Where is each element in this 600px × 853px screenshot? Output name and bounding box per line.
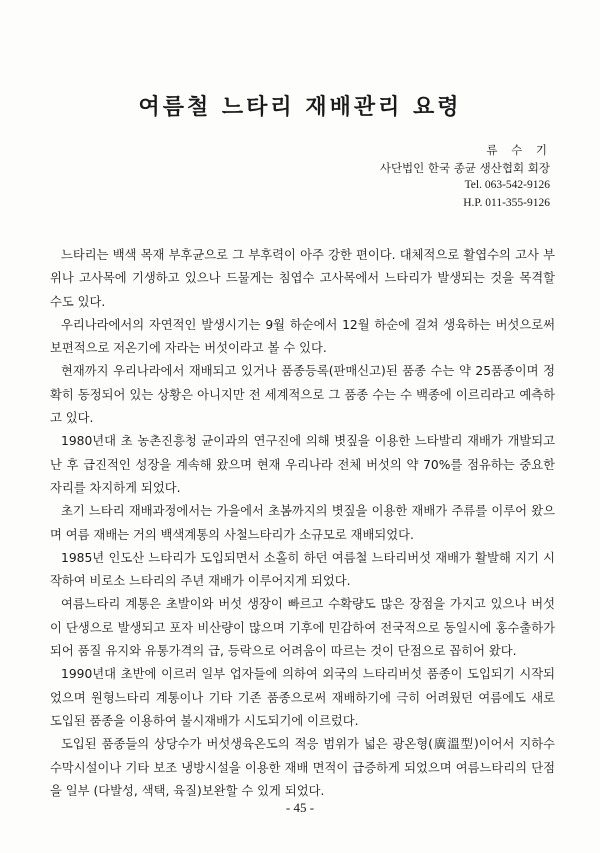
article-body [50, 244, 555, 803]
paragraph: 현재까지 우리나라에서 재배되고 있거나 품종등록(판매신고)된 품종 수는 약 25품종이며 정확히 동정되어 있는 상황은 아니지만 전 세계적으로 그 품종 수는 수 백종에 이르리라고 예측하고 있다. [50, 364, 555, 426]
article-title: 여름철 느타리 재배관리 요령 [138, 94, 462, 120]
paragraph: 1985년 인도산 느타리가 도입되면서 소홀히 하던 여름철 느타리버섯 재배가 활발해 지기 시작하여 비로소 느타리의 주년 재배가 이루어지게 되었다. [50, 550, 555, 589]
page-number: - 45 - [285, 800, 315, 815]
author-name: 류 수 기 [486, 143, 552, 157]
paragraph: 느타리는 백색 목재 부후균으로 그 부후력이 아주 강한 편이다. 대체적으로 활엽수의 고사 부위나 고사목에 기생하고 있으나 드물게는 침엽수 고사목에서 느타리가 발생되는 것을 목격할 수도 있다. [50, 248, 555, 309]
paragraph: 1980년대 초 농촌진흥청 균이과의 연구진에 의해 볏짚을 이용한 느타발리 재배가 개발되고 난 후 급진적인 성장을 계속해 왔으며 현재 우리나라 전체 버섯의 약 70%를 점유하는 중요한 자리를 차지하게 되었다. [50, 434, 555, 495]
author-affiliation: 사단법인 한국 종균 생산협회 회장 [379, 160, 550, 175]
paragraph: 1990년대 초반에 이르러 일부 업자들에 의하여 외국의 느타리버섯 품종이 도입되기 시작되었으며 원형느타리 계통이나 기타 기존 품종으로써 재배하기에 극히 어려웠던 여름에도 새로 도입된 품종을 이용하여 불시재배가 시도되기에 이르렀다. [50, 667, 555, 728]
paragraph: 도입된 품종들의 상당수가 버섯생육온도의 적응 범위가 넓은 광온형(廣溫型)이어서 지하수 수막시설이나 기타 보조 냉방시설을 이용한 재배 면적이 급증하게 되었으며 여름느타리의 단점을 일부 (다발성, 색택, 육질)보완할 수 있게 되었다. [50, 737, 555, 798]
paragraph: 우리나라에서의 자연적인 발생시기는 9월 하순에서 12월 하순에 걸쳐 생육하는 버섯으로써 보편적으로 저온기에 자라는 버섯이라고 볼 수 있다. [50, 317, 555, 356]
author-mobile: H.P. 011-355-9126 [463, 196, 550, 209]
paragraph: 초기 느타리 재배과정에서는 가을에서 초봄까지의 볏짚을 이용한 재배가 주류를 이루어 왔으며 여름 재배는 거의 백색계통의 사철느타리가 소규모로 재배되었다. [50, 504, 555, 542]
author-telephone: Tel. 063-542-9126 [464, 179, 550, 191]
paragraph: 여름느타리 계통은 초발이와 버섯 생장이 빠르고 수확량도 많은 장점을 가지고 있으나 버섯이 단생으로 발생되고 포자 비산량이 많으며 기후에 민감하여 전국적으로 동일시에 홍수출하가 되어 품질 유지와 유통가격의 급, 등락으로 어려움이 따르는 것이 단점으로 꼽히어 왔다. [50, 597, 555, 659]
author-block [380, 142, 550, 212]
